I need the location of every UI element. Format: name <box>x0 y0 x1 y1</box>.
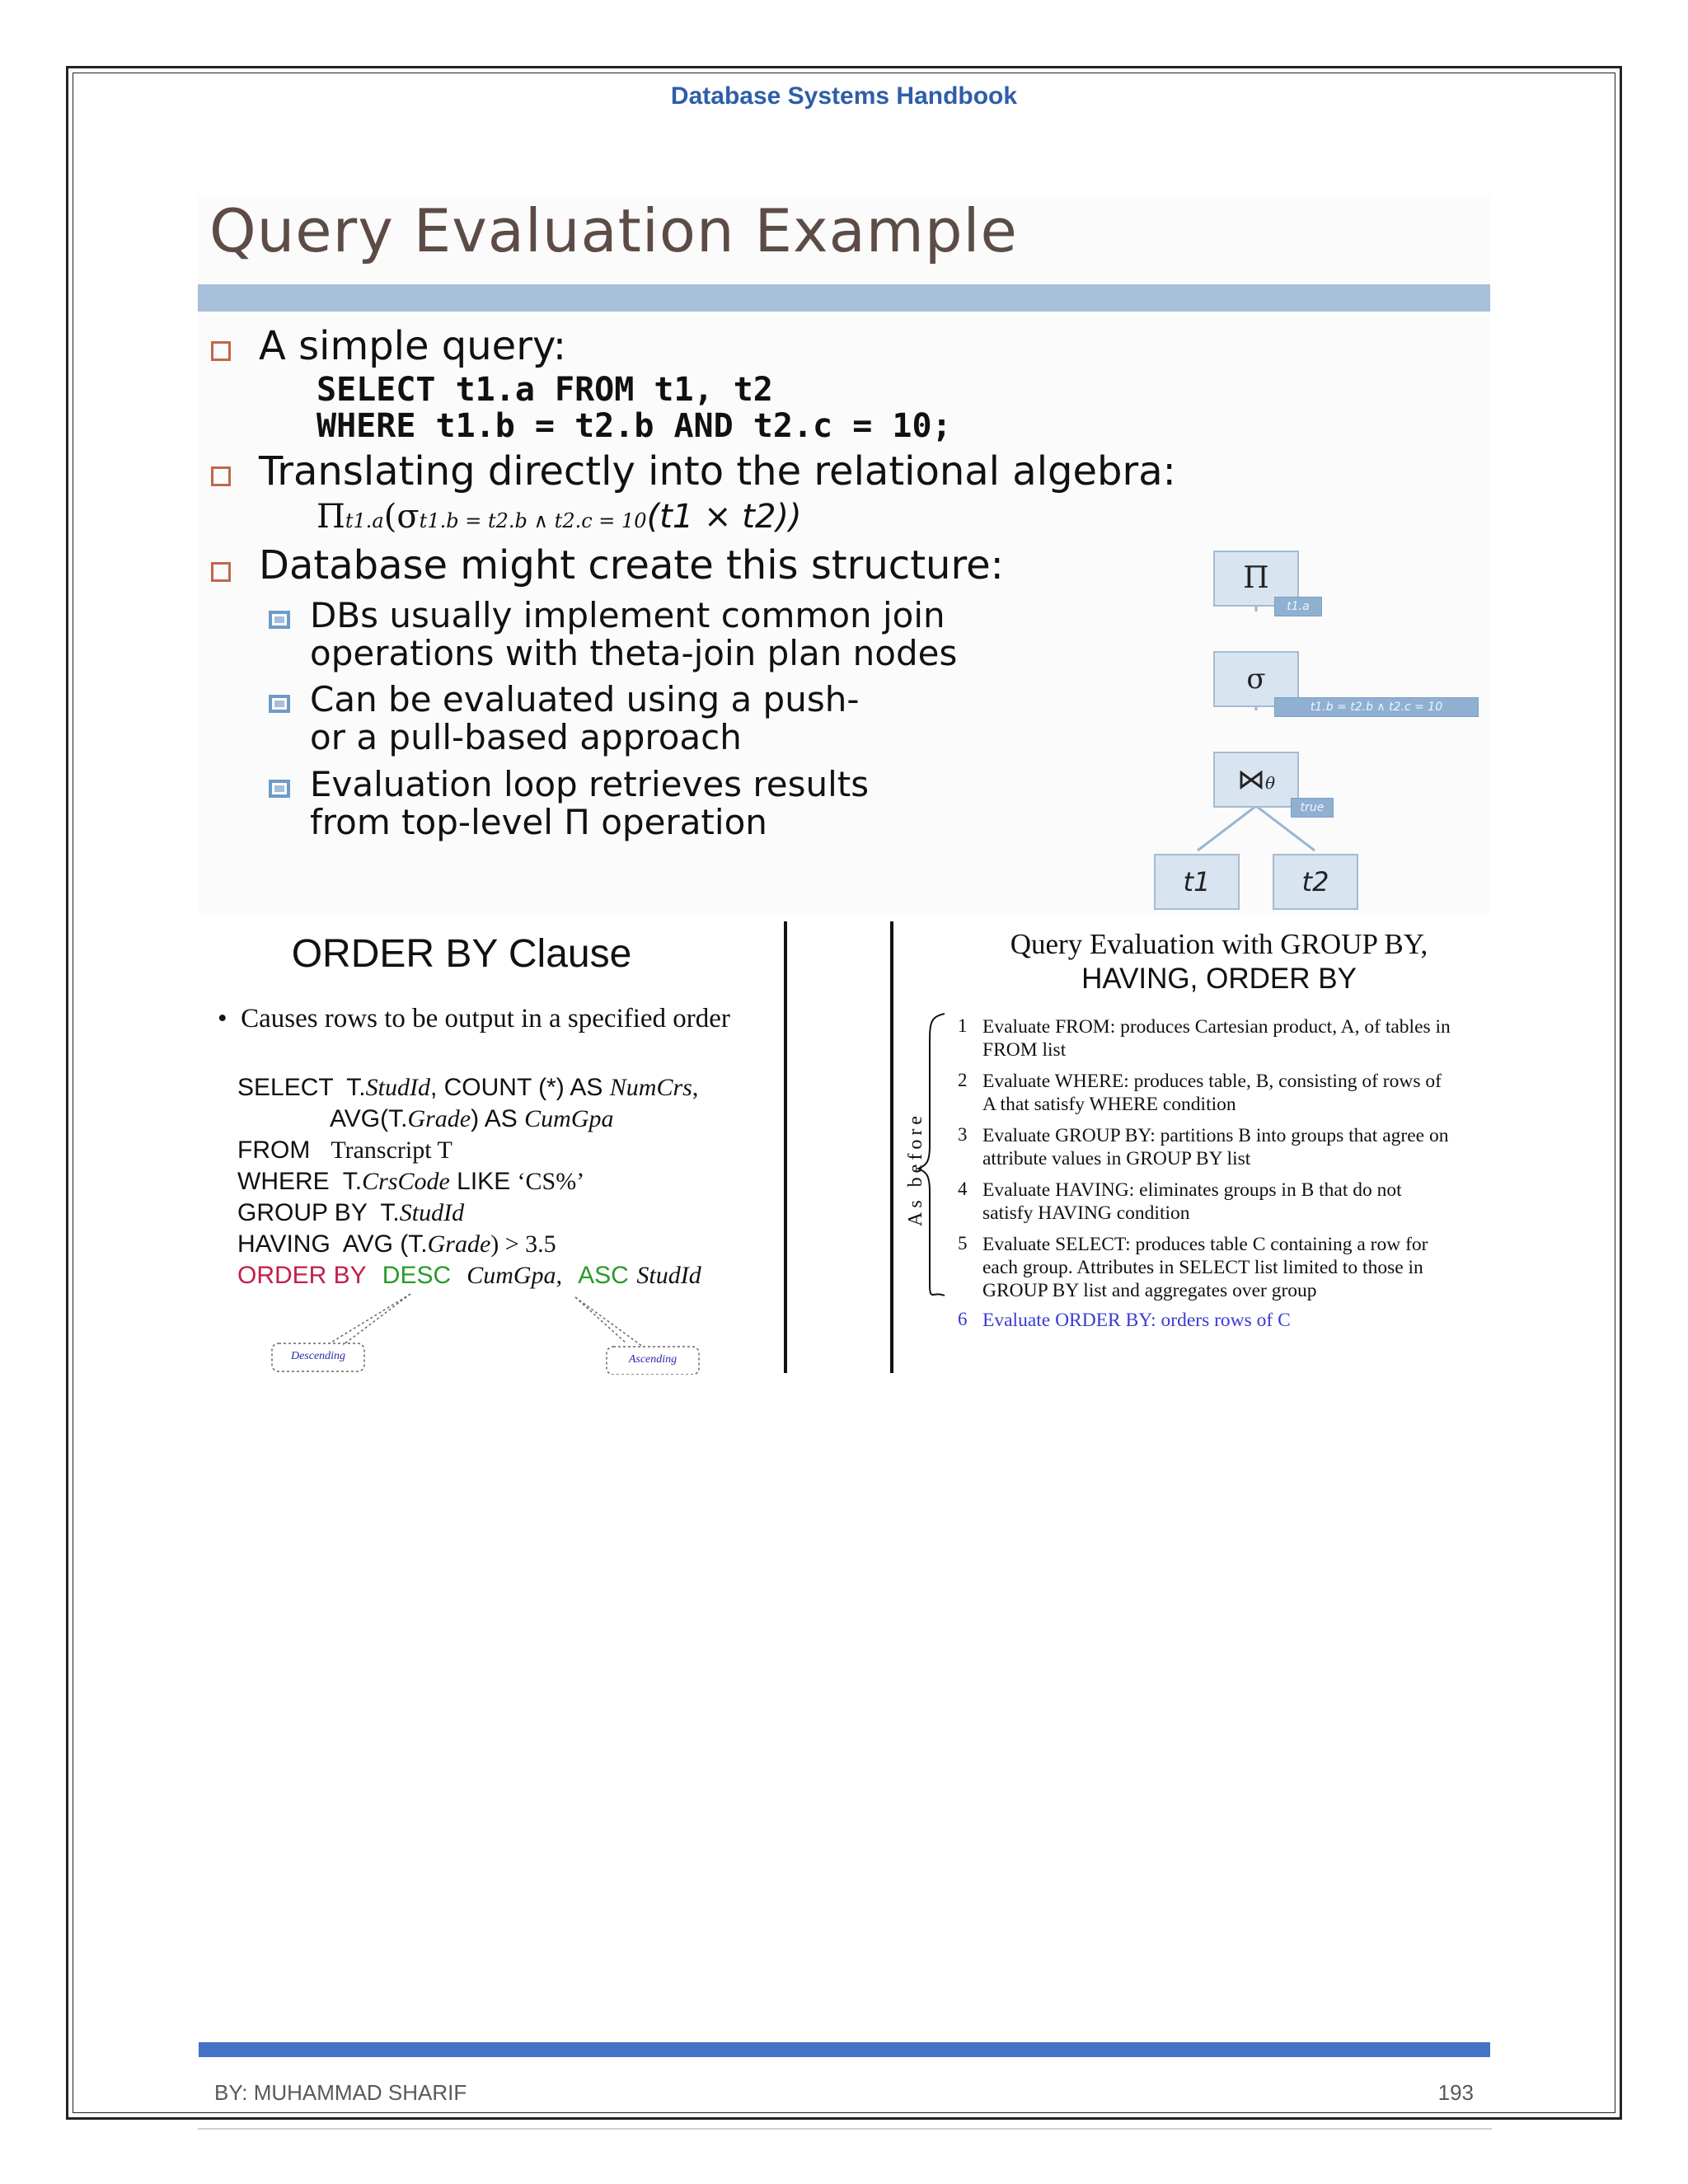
orderby-keyword: ORDER BY <box>237 1262 367 1289</box>
sql-italic: CumGpa, <box>467 1262 563 1289</box>
step-text <box>982 1015 1510 1062</box>
sql-italic: CrsCode <box>362 1168 450 1195</box>
sql-text: WHERE T. <box>237 1168 363 1195</box>
sigma-subscript: t1.b = t2.b ∧ t2.c = 10 <box>419 509 647 532</box>
sql-text: AVG(T. <box>330 1105 408 1132</box>
step-number: 3 <box>958 1124 968 1145</box>
sql-text: ) > 3.5 <box>490 1230 556 1258</box>
code-line-1: SELECT t1.a FROM t1, t2 <box>316 371 773 409</box>
order-by-bullet: • Causes rows to be output in a specified order <box>218 1004 730 1033</box>
step-line: satisfy HAVING condition <box>982 1202 1190 1224</box>
step-text <box>982 1179 1510 1225</box>
bullet-translating: Translating directly into the relational algebra: <box>259 448 1176 494</box>
sql-text: HAVING AVG (T. <box>237 1230 428 1258</box>
selection-node: σ <box>1213 651 1299 707</box>
sub-bullet-3-line-2: from top-level Π operation <box>310 802 767 842</box>
code-line-2: WHERE t1.b = t2.b AND t2.c = 10; <box>316 407 952 445</box>
step-line: A that satisfy WHERE condition <box>982 1094 1236 1115</box>
step-number: 1 <box>958 1015 968 1036</box>
sigma-symbol: σ <box>396 498 420 536</box>
sql-text: Transcript T <box>331 1137 452 1164</box>
page-number: 193 <box>1437 2080 1474 2105</box>
sql-italic: Grade <box>427 1230 491 1258</box>
order-by-title: ORDER BY Clause <box>291 932 632 976</box>
order-by-slide <box>198 921 788 1375</box>
sql-italic: NumCrs <box>609 1074 692 1101</box>
sql-italic: StudId <box>399 1199 465 1226</box>
asc-keyword: ASC <box>578 1262 629 1289</box>
order-by-bullet-text: Causes rows to be output in a specified order <box>241 1004 730 1033</box>
as-before-label: As before <box>905 1112 926 1226</box>
sub-bullet-1-line-2: operations with theta-join plan nodes <box>310 633 958 673</box>
sql-text: , COUNT (*) AS <box>429 1074 610 1101</box>
step-line: Evaluate WHERE: produces table, B, consisting of rows of <box>982 1071 1442 1092</box>
sql-text: , <box>692 1074 699 1101</box>
sub-bullet-2-line-1: Can be evaluated using a push- <box>310 679 860 719</box>
projection-node: Π <box>1213 551 1299 607</box>
pi-symbol: Π <box>316 498 345 536</box>
bottom-rule <box>198 2128 1492 2130</box>
group-by-slide <box>893 921 1490 1375</box>
step-line: Evaluate FROM: produces Cartesian product, A, of tables in <box>982 1016 1451 1038</box>
step-line: attribute values in GROUP BY list <box>982 1148 1251 1169</box>
slide-title: Query Evaluation Example <box>209 196 1018 265</box>
step-text <box>982 1233 1510 1302</box>
sub-bullet-2-line-2: or a pull-based approach <box>310 717 742 757</box>
step-line: Evaluate HAVING: eliminates groups in B that do not <box>982 1179 1402 1201</box>
step-number: 2 <box>958 1070 968 1090</box>
annotation-callouts <box>198 921 788 1375</box>
step-number: 6 <box>958 1309 968 1329</box>
sql-italic: CumGpa <box>524 1105 614 1132</box>
bullet-database-structure: Database might create this structure: <box>259 542 1004 588</box>
step-line: Evaluate ORDER BY: orders rows of C <box>982 1310 1291 1331</box>
step-text <box>982 1070 1510 1116</box>
group-by-title-line-1 <box>893 928 1545 961</box>
sub-bullet-3-line-1: Evaluation loop retrieves results <box>310 764 870 804</box>
sql-text: GROUP BY T. <box>237 1199 400 1226</box>
footer-bar <box>199 2042 1490 2057</box>
join-subscript: θ <box>1264 773 1276 793</box>
sql-text: ) AS <box>471 1105 525 1132</box>
descending-note: Descending <box>290 1350 346 1362</box>
projection-tag: t1.a <box>1274 597 1322 616</box>
step-text <box>982 1309 1510 1332</box>
step-line: Evaluate SELECT: produces table C containing a row for <box>982 1234 1428 1255</box>
product-args: (t1 × t2)) <box>646 498 802 536</box>
group-by-title-line-2 <box>893 963 1545 996</box>
join-tag: true <box>1291 798 1334 818</box>
sql-italic: Grade <box>407 1105 471 1132</box>
join-symbol: ⋈ <box>1236 763 1265 796</box>
step-line: GROUP BY list and aggregates over group <box>982 1280 1317 1301</box>
step-number: 5 <box>958 1233 968 1254</box>
sql-italic: StudId <box>636 1262 701 1289</box>
sub-bullet-1-line-1: DBs usually implement common join <box>310 595 945 635</box>
step-number: 4 <box>958 1179 968 1199</box>
bullet-simple-query: A simple query: <box>259 323 567 369</box>
leaf-t1: t1 <box>1154 854 1240 910</box>
sql-text: LIKE <box>449 1168 518 1195</box>
selection-tag: t1.b = t2.b ∧ t2.c = 10 <box>1274 697 1479 717</box>
sql-text: ‘CS%’ <box>517 1168 585 1195</box>
sql-text: FROM <box>237 1137 331 1164</box>
step-line: Evaluate GROUP BY: partitions B into groups that agree on <box>982 1125 1449 1146</box>
theta-join-node <box>1213 752 1299 808</box>
leaf-t2: t2 <box>1273 854 1358 910</box>
pi-subscript: t1.a <box>345 509 384 532</box>
step-text <box>982 1124 1510 1170</box>
open-paren: ( <box>383 498 397 536</box>
footer-author: BY: MUHAMMAD SHARIF <box>214 2080 467 2105</box>
group-by-title-text: Query Evaluation with GROUP BY, <box>1010 928 1428 960</box>
desc-keyword: DESC <box>382 1262 452 1289</box>
sql-italic: StudId <box>365 1074 430 1101</box>
sql-text: SELECT T. <box>237 1074 366 1101</box>
group-by-title-text: HAVING, ORDER BY <box>1081 963 1357 995</box>
step-line: each group. Attributes in SELECT list limited to those in <box>982 1257 1423 1278</box>
step-line: FROM list <box>982 1039 1067 1061</box>
ascending-note: Ascending <box>628 1353 678 1366</box>
running-header: Database Systems Handbook <box>670 82 1018 110</box>
